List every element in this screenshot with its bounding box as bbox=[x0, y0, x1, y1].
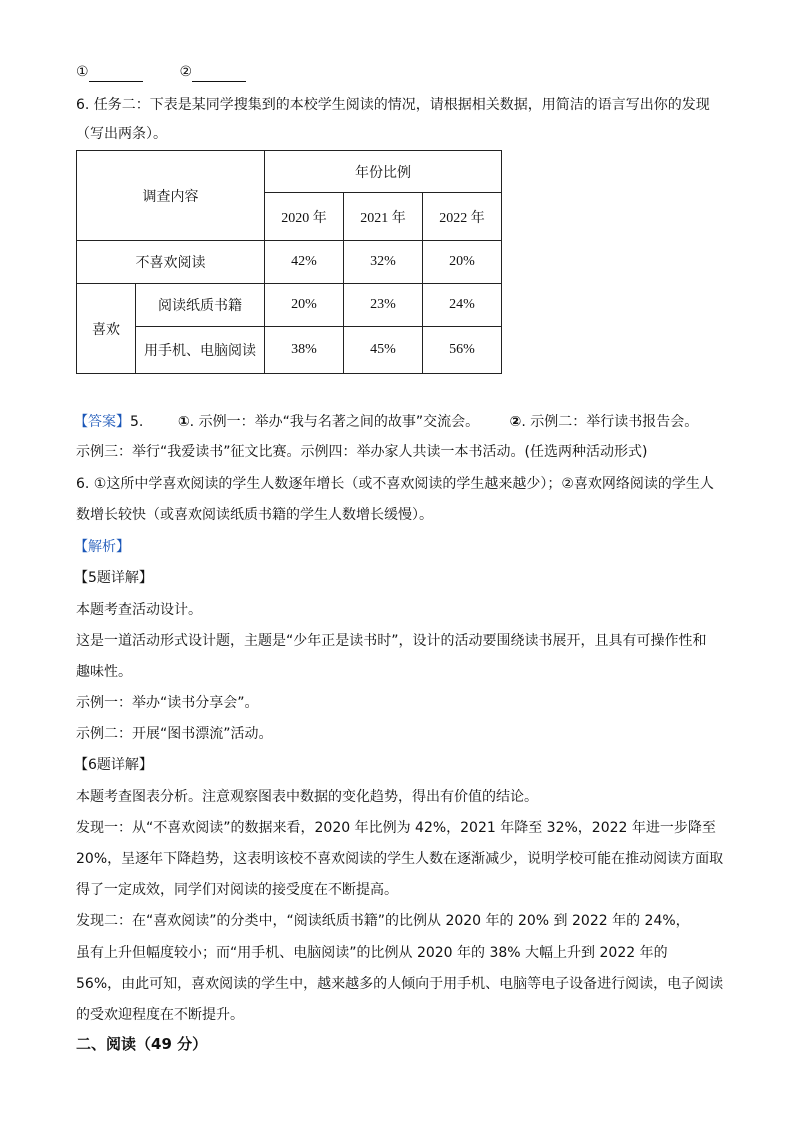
q5-line: 这是一道活动形式设计题，主题是“少年正是读书时”，设计的活动要围绕读书展开，且具有可操作性和 bbox=[76, 633, 707, 649]
answer-blanks bbox=[76, 62, 252, 82]
q6-line: 的受欢迎程度在不断提升。 bbox=[76, 1007, 244, 1023]
cell-value: 24% bbox=[423, 284, 502, 327]
cell-value: 56% bbox=[423, 327, 502, 374]
question-6-line-2: （写出两条）。 bbox=[76, 126, 167, 142]
answer-tag: 【答案】 bbox=[74, 414, 130, 430]
q5-detail-heading: 【5题详解】 bbox=[74, 570, 153, 586]
answer-line-4: 数增长较快（或喜欢阅读纸质书籍的学生人数增长缓慢）。 bbox=[76, 507, 433, 523]
question-6-line-1: 6. 任务二：下表是某同学搜集到的本校学生阅读的情况，请根据相关数据，用简洁的语言写出你的发现 bbox=[76, 97, 710, 113]
cell-value: 20% bbox=[423, 241, 502, 284]
q6-detail-heading: 【6题详解】 bbox=[74, 757, 153, 773]
blank-label-1: ① bbox=[76, 64, 89, 80]
answer-line-1 bbox=[74, 412, 698, 432]
section-heading: 二、阅读（49 分） bbox=[76, 1035, 208, 1053]
table-row bbox=[77, 241, 502, 284]
header-survey-content: 调查内容 bbox=[77, 151, 265, 241]
answer-example-1: . 示例一：举办“我与名著之间的故事”交流会。 bbox=[189, 414, 480, 430]
answer-marker-2: ② bbox=[509, 414, 522, 430]
year-2021: 2021 年 bbox=[344, 193, 423, 241]
q5-line: 示例一：举办“读书分享会”。 bbox=[76, 695, 259, 711]
q6-line: 发现一：从“不喜欢阅读”的数据来看，2020 年比例为 42%，2021 年降至 32%，2022 年进一步降至 bbox=[76, 820, 716, 836]
q5-line: 本题考查活动设计。 bbox=[76, 602, 202, 618]
cell-value: 20% bbox=[265, 284, 344, 327]
cell-value: 23% bbox=[344, 284, 423, 327]
answer-example-2: . 示例二：举行读书报告会。 bbox=[521, 414, 699, 430]
cell-value: 38% bbox=[265, 327, 344, 374]
blank-line-2[interactable] bbox=[192, 67, 246, 82]
q6-line: 虽有上升但幅度较小；而“用手机、电脑阅读”的比例从 2020 年的 38% 大幅上升到 2022 年的 bbox=[76, 945, 668, 961]
q5-line: 趣味性。 bbox=[76, 664, 132, 680]
year-2020: 2020 年 bbox=[265, 193, 344, 241]
header-year-ratio: 年份比例 bbox=[265, 151, 502, 193]
answer-line-3: 6. ①这所中学喜欢阅读的学生人数逐年增长（或不喜欢阅读的学生越来越少）；②喜欢网络阅读的学生人 bbox=[76, 476, 714, 492]
cell-value: 32% bbox=[344, 241, 423, 284]
q6-line: 20%，呈逐年下降趋势，这表明该校不喜欢阅读的学生人数在逐渐减少，说明学校可能在推动阅读方面取 bbox=[76, 851, 724, 867]
row-label-phone-computer: 用手机、电脑阅读 bbox=[136, 327, 265, 374]
table-row bbox=[77, 327, 502, 374]
analysis-tag: 【解析】 bbox=[74, 539, 130, 555]
row-label-paper-books: 阅读纸质书籍 bbox=[136, 284, 265, 327]
q6-line: 本题考查图表分析。注意观察图表中数据的变化趋势，得出有价值的结论。 bbox=[76, 789, 538, 805]
q6-line: 56%，由此可知，喜欢阅读的学生中，越来越多的人倾向于用手机、电脑等电子设备进行阅读，电子阅读 bbox=[76, 976, 724, 992]
answer-number: 5. bbox=[130, 414, 144, 430]
blank-label-2: ② bbox=[179, 64, 193, 80]
year-2022: 2022 年 bbox=[423, 193, 502, 241]
reading-survey-table bbox=[76, 150, 502, 374]
blank-line-1[interactable] bbox=[89, 67, 143, 82]
cell-value: 42% bbox=[265, 241, 344, 284]
row-label-dislike: 不喜欢阅读 bbox=[77, 241, 265, 284]
row-group-like: 喜欢 bbox=[77, 284, 136, 374]
answer-marker-1: ① bbox=[177, 414, 190, 430]
q6-line: 发现二：在“喜欢阅读”的分类中，“阅读纸质书籍”的比例从 2020 年的 20% 到 2022 年的 24%， bbox=[76, 913, 690, 929]
q6-line: 得了一定成效，同学们对阅读的接受度在不断提高。 bbox=[76, 882, 398, 898]
answer-line-2: 示例三：举行“我爱读书”征文比赛。示例四：举办家人共读一本书活动。(任选两种活动形式) bbox=[76, 444, 648, 460]
q5-line: 示例二：开展“图书漂流”活动。 bbox=[76, 726, 273, 742]
cell-value: 45% bbox=[344, 327, 423, 374]
table-row bbox=[77, 284, 502, 327]
